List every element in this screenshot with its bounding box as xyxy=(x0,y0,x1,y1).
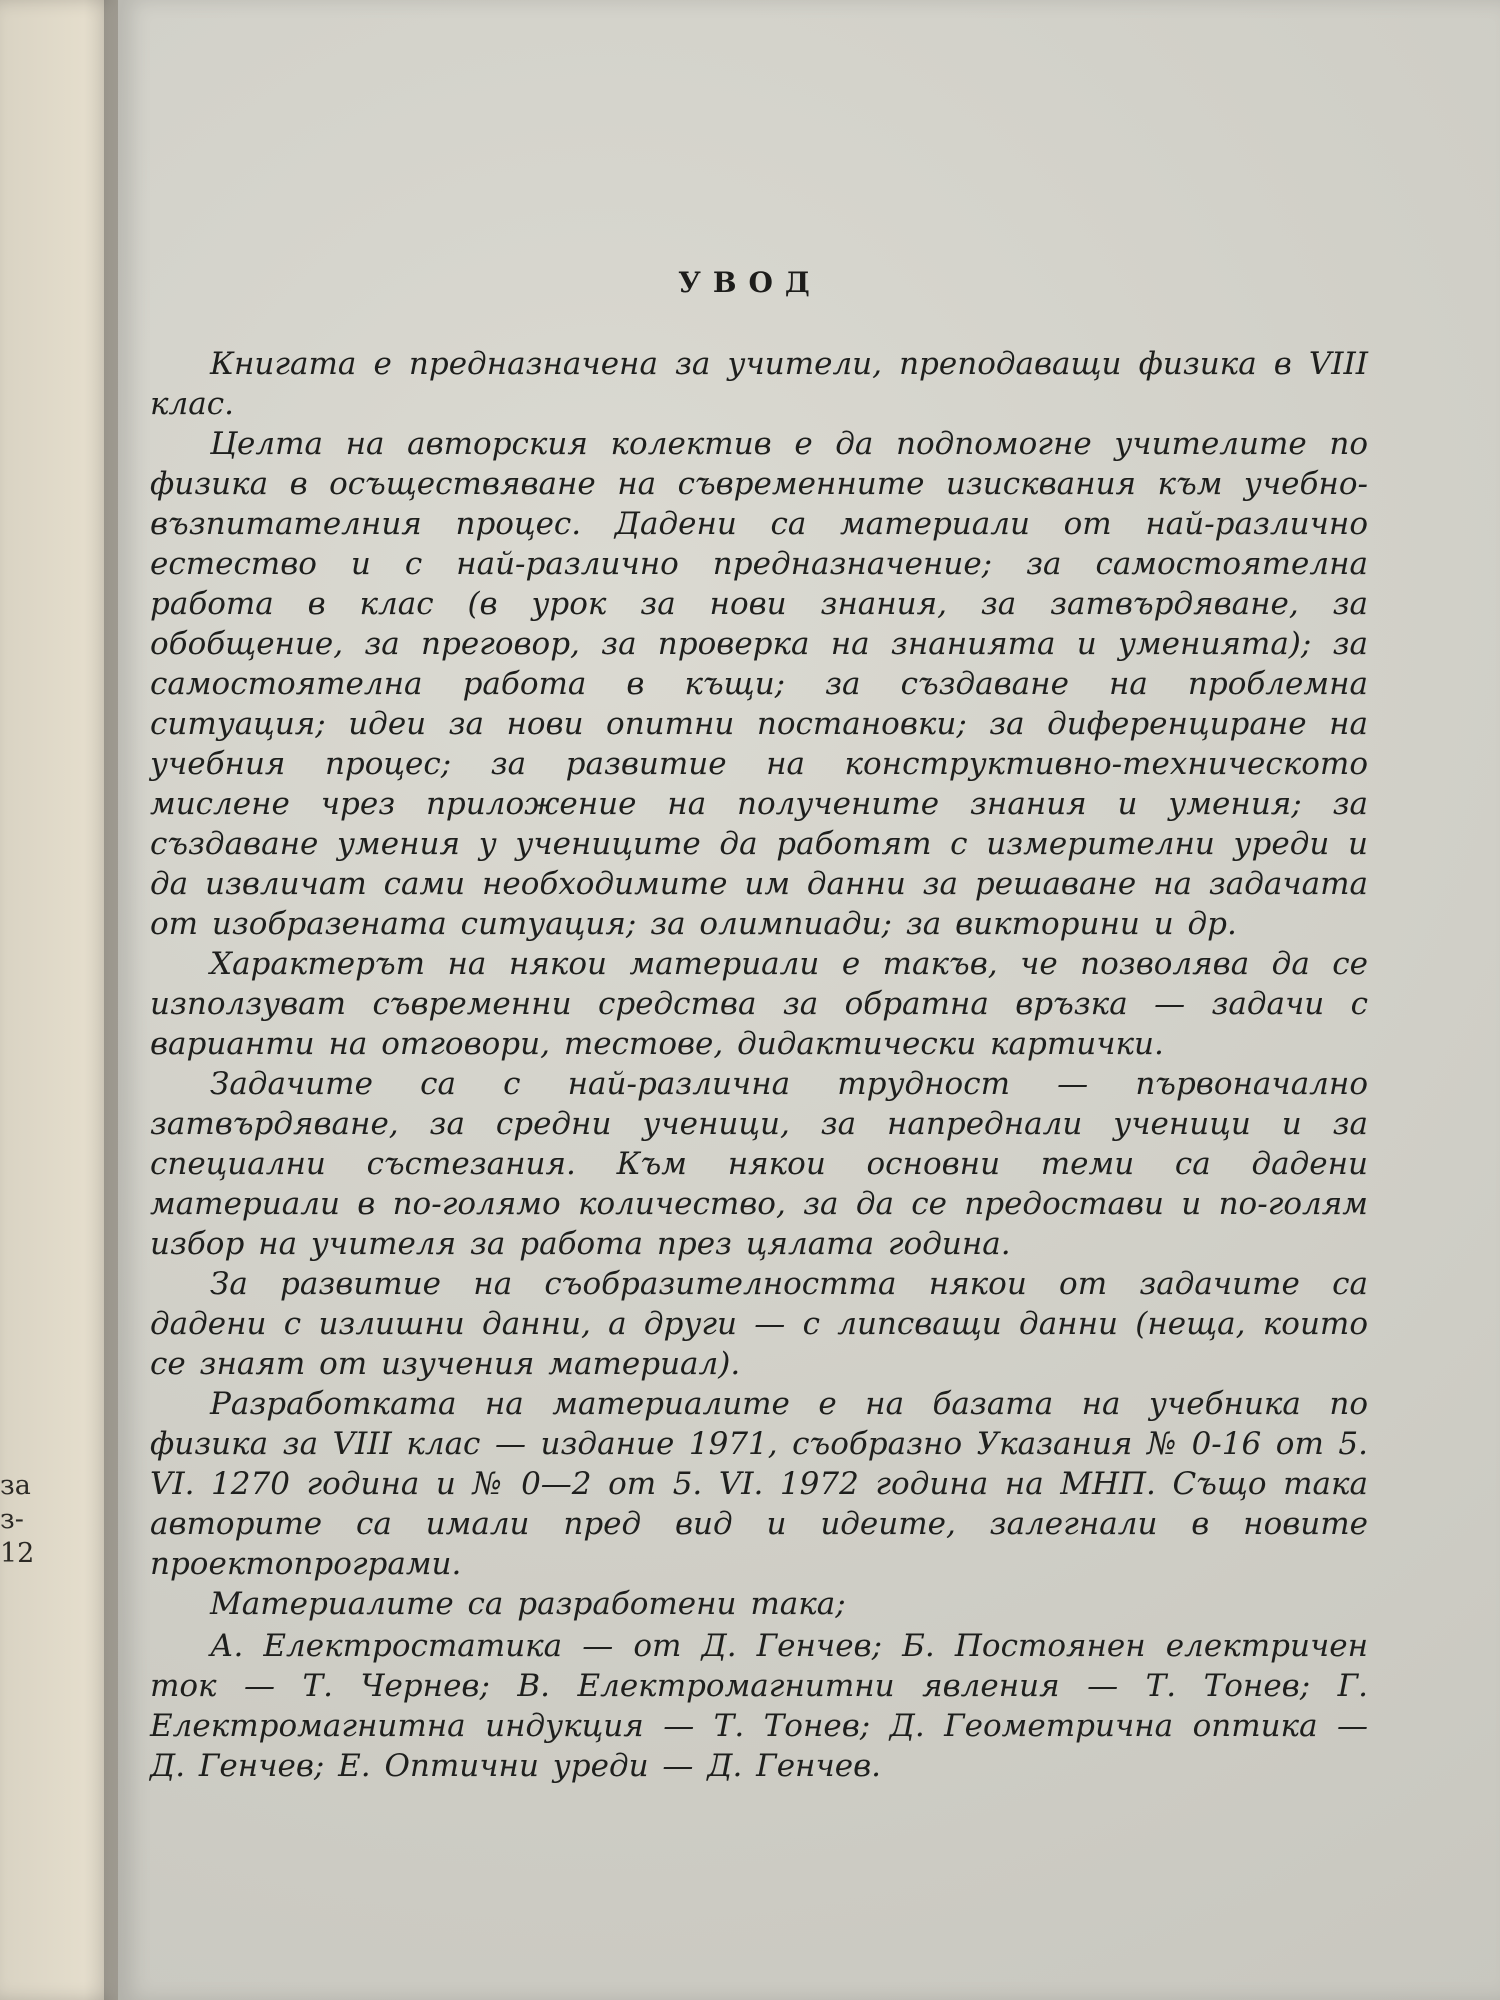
intro-paragraph: Книгата е предназначена за учители, преподаващи физика в VIII клас. xyxy=(150,346,1368,422)
left-page-fragment: за xyxy=(0,1470,31,1501)
authors-paragraph: А. Електростатика — от Д. Генчев; Б. Постоянен електричен ток — Т. Чернев; В. Електромагнитни явления — Т. Тонев; Г. Електромагнитна индукция — Т. Тонев; Д. Геометрична оптика — Д. Генчев; Е. Оптични уреди — Д. Генчев. xyxy=(150,1628,1368,1784)
intro-paragraph: Задачите са с най-различна трудност — първоначално затвърдяване, за средни ученици, за напреднали ученици и за специални състезания. Към някои основни теми са дадени материали в по-голямо количество, за да се предостави и по-голям избор на учителя за работа през цялата година. xyxy=(150,1066,1368,1262)
intro-paragraph: Характерът на някои материали е такъв, че позволява да се използуват съвременни средства за обратна връзка — задачи с варианти на отговори, тестове, дидактически картички. xyxy=(150,946,1368,1062)
page-title: УВОД xyxy=(678,266,822,299)
intro-paragraph: Целта на авторския колектив е да подпомогне учителите по физика в осъществяване на съвременните изисквания към учебно-възпитателния процес. Дадени са материали от най-различно естество и с най-различно предназначение; за самостоятелна работа в клас (в урок за нови знания, за затвърдяване, за обобщение, за преговор, за проверка на знанията и уменията); за самостоятелна работа в къщи; за създаване на проблемна ситуация; идеи за нови опитни постановки; за диференциране на учебния процес; за развитие на конструктивно-техническото мислене чрез приложение на получените знания и умения; за създаване умения у учениците да работят с измерителни уреди и да извличат сами необходимите им данни за решаване на задачата от изобразената ситуация; за олимпиади; за викторини и др. xyxy=(150,426,1368,942)
introduction-text xyxy=(150,344,1368,1786)
left-page-edge xyxy=(0,0,120,2000)
intro-paragraph: Разработката на материалите е на базата на учебника по физика за VIII клас — издание 1971, съобразно Указания № 0-16 от 5. VI. 1270 година и № 0—2 от 5. VI. 1972 година на МНП. Също така авторите са имали пред вид и идеите, залегнали в новите проектопрограми. xyxy=(150,1386,1368,1582)
left-page-fragment: з- xyxy=(0,1504,24,1535)
intro-paragraph: Материалите са разработени така; xyxy=(210,1586,846,1622)
intro-paragraph: За развитие на съобразителността някои от задачите са дадени с излишни данни, а други — с липсващи данни (неща, които се знаят от изучения материал). xyxy=(150,1266,1368,1382)
left-page-fragment: 12 xyxy=(0,1538,35,1569)
